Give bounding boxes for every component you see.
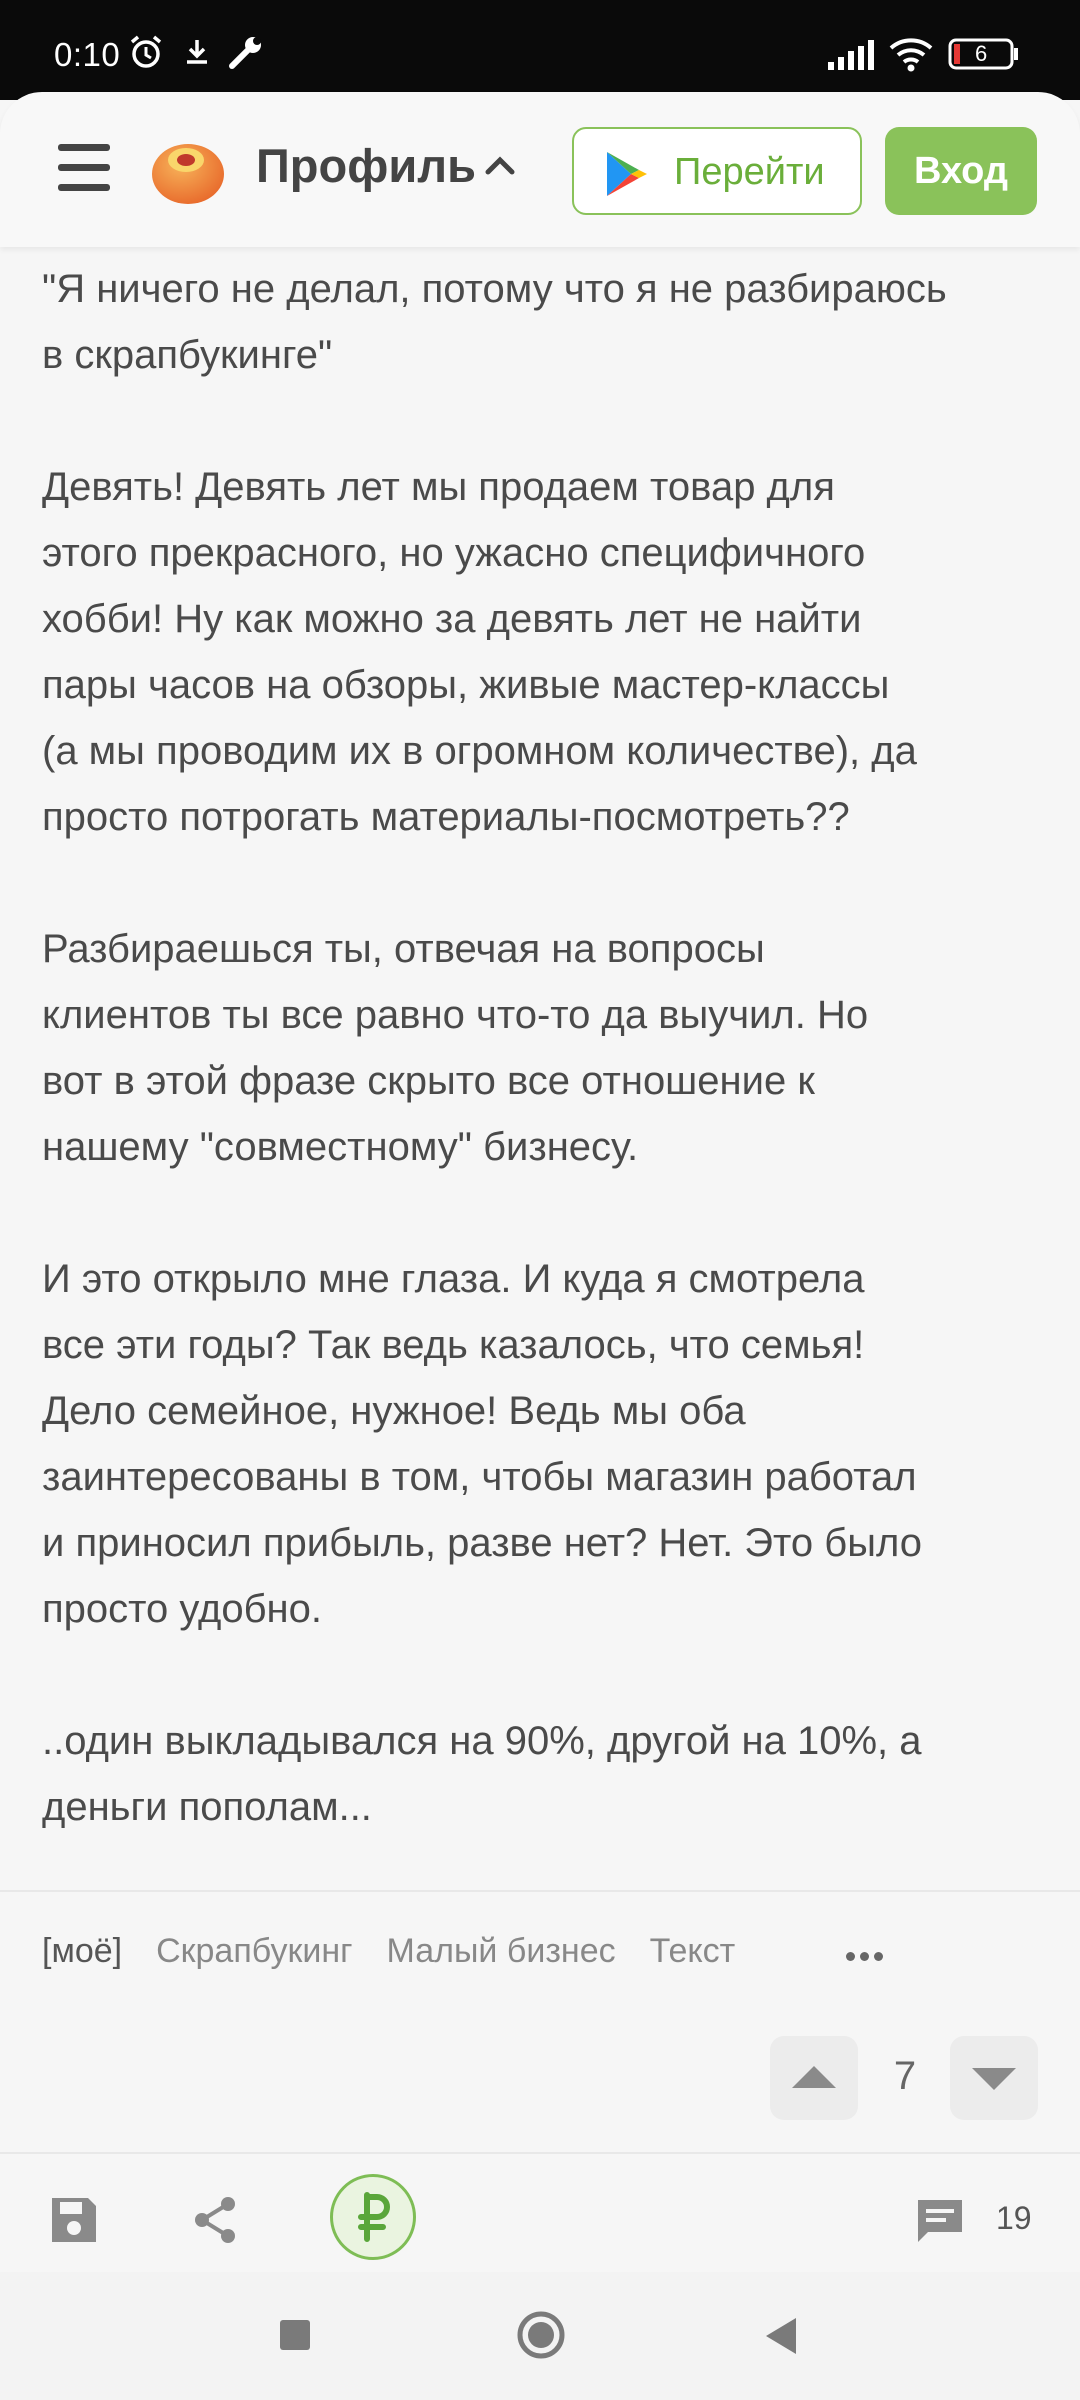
comments-count[interactable]: 19 (996, 2200, 1032, 2236)
downvote-button[interactable] (950, 2036, 1038, 2120)
status-time: 0:10 (54, 36, 121, 73)
article-paragraph: ..один выкладывался на 90%, другой на 10%, а деньги пополам... (42, 1719, 922, 1829)
more-tags-icon[interactable] (846, 1952, 886, 1962)
wifi-icon (888, 36, 934, 77)
app-header (0, 92, 1080, 247)
tag-item[interactable]: Скрапбукинг (156, 1932, 353, 1970)
download-icon (182, 34, 212, 75)
rating-value: 7 (893, 2054, 917, 2098)
page-title[interactable]: Профиль (256, 139, 476, 192)
recents-icon[interactable] (278, 2318, 312, 2357)
donate-ruble-button[interactable] (330, 2174, 416, 2260)
post-action-bar (0, 2160, 1080, 2270)
tag-list (42, 1932, 735, 1971)
login-button[interactable]: Вход (885, 127, 1037, 215)
chevron-up-icon[interactable] (484, 154, 516, 181)
divider (0, 1890, 1080, 1892)
home-icon[interactable] (516, 2310, 566, 2365)
share-icon[interactable] (190, 2194, 242, 2251)
article-paragraph: И это открыло мне глаза. И куда я смотрела все эти годы? Так ведь казалось, что семья! Дело семейное, нужное! Ведь мы оба заинтересованы в том, чтобы магазин работал и приносил прибыль, разве нет? Нет. Это было просто удобно. (42, 1257, 922, 1631)
app-logo[interactable] (148, 130, 228, 210)
system-nav-bar (0, 2272, 1080, 2400)
save-icon[interactable] (48, 2194, 100, 2251)
tag-item[interactable]: Текст (649, 1932, 736, 1970)
google-play-icon (604, 149, 650, 204)
article-paragraph: Разбираешься ты, отвечая на вопросы клиентов ты все равно что-то да выучил. Но вот в этой фразе скрыто все отношение к нашему "совместному" бизнесу. (42, 927, 869, 1169)
tag-item[interactable]: Малый бизнес (386, 1932, 616, 1970)
open-in-play-label: Перейти (674, 151, 825, 193)
article-body (42, 256, 1042, 1906)
comments-icon[interactable] (914, 2196, 966, 2251)
menu-icon[interactable] (58, 144, 110, 192)
article-paragraph: Девять! Девять лет мы продаем товар для этого прекрасного, но ужасно специфичного хобби! Ну как можно за девять лет не найти пары часов на обзоры, живые мастер-классы (а мы проводим их в огромном количестве), да просто потрогать материалы-посмотреть?? (42, 465, 917, 839)
upvote-button[interactable] (770, 2036, 858, 2120)
divider (0, 2152, 1080, 2154)
back-icon[interactable] (762, 2316, 800, 2361)
article-paragraph: "Я ничего не делал, потому что я не разбираюсь в скрапбукинге" (42, 267, 947, 377)
battery-level: 6 (975, 41, 988, 66)
signal-icon (826, 40, 876, 75)
alarm-icon (128, 34, 164, 75)
open-in-play-button[interactable] (572, 127, 862, 215)
status-bar (0, 0, 1080, 100)
wrench-icon (226, 34, 266, 77)
tag-own[interactable]: [моё] (42, 1932, 123, 1970)
